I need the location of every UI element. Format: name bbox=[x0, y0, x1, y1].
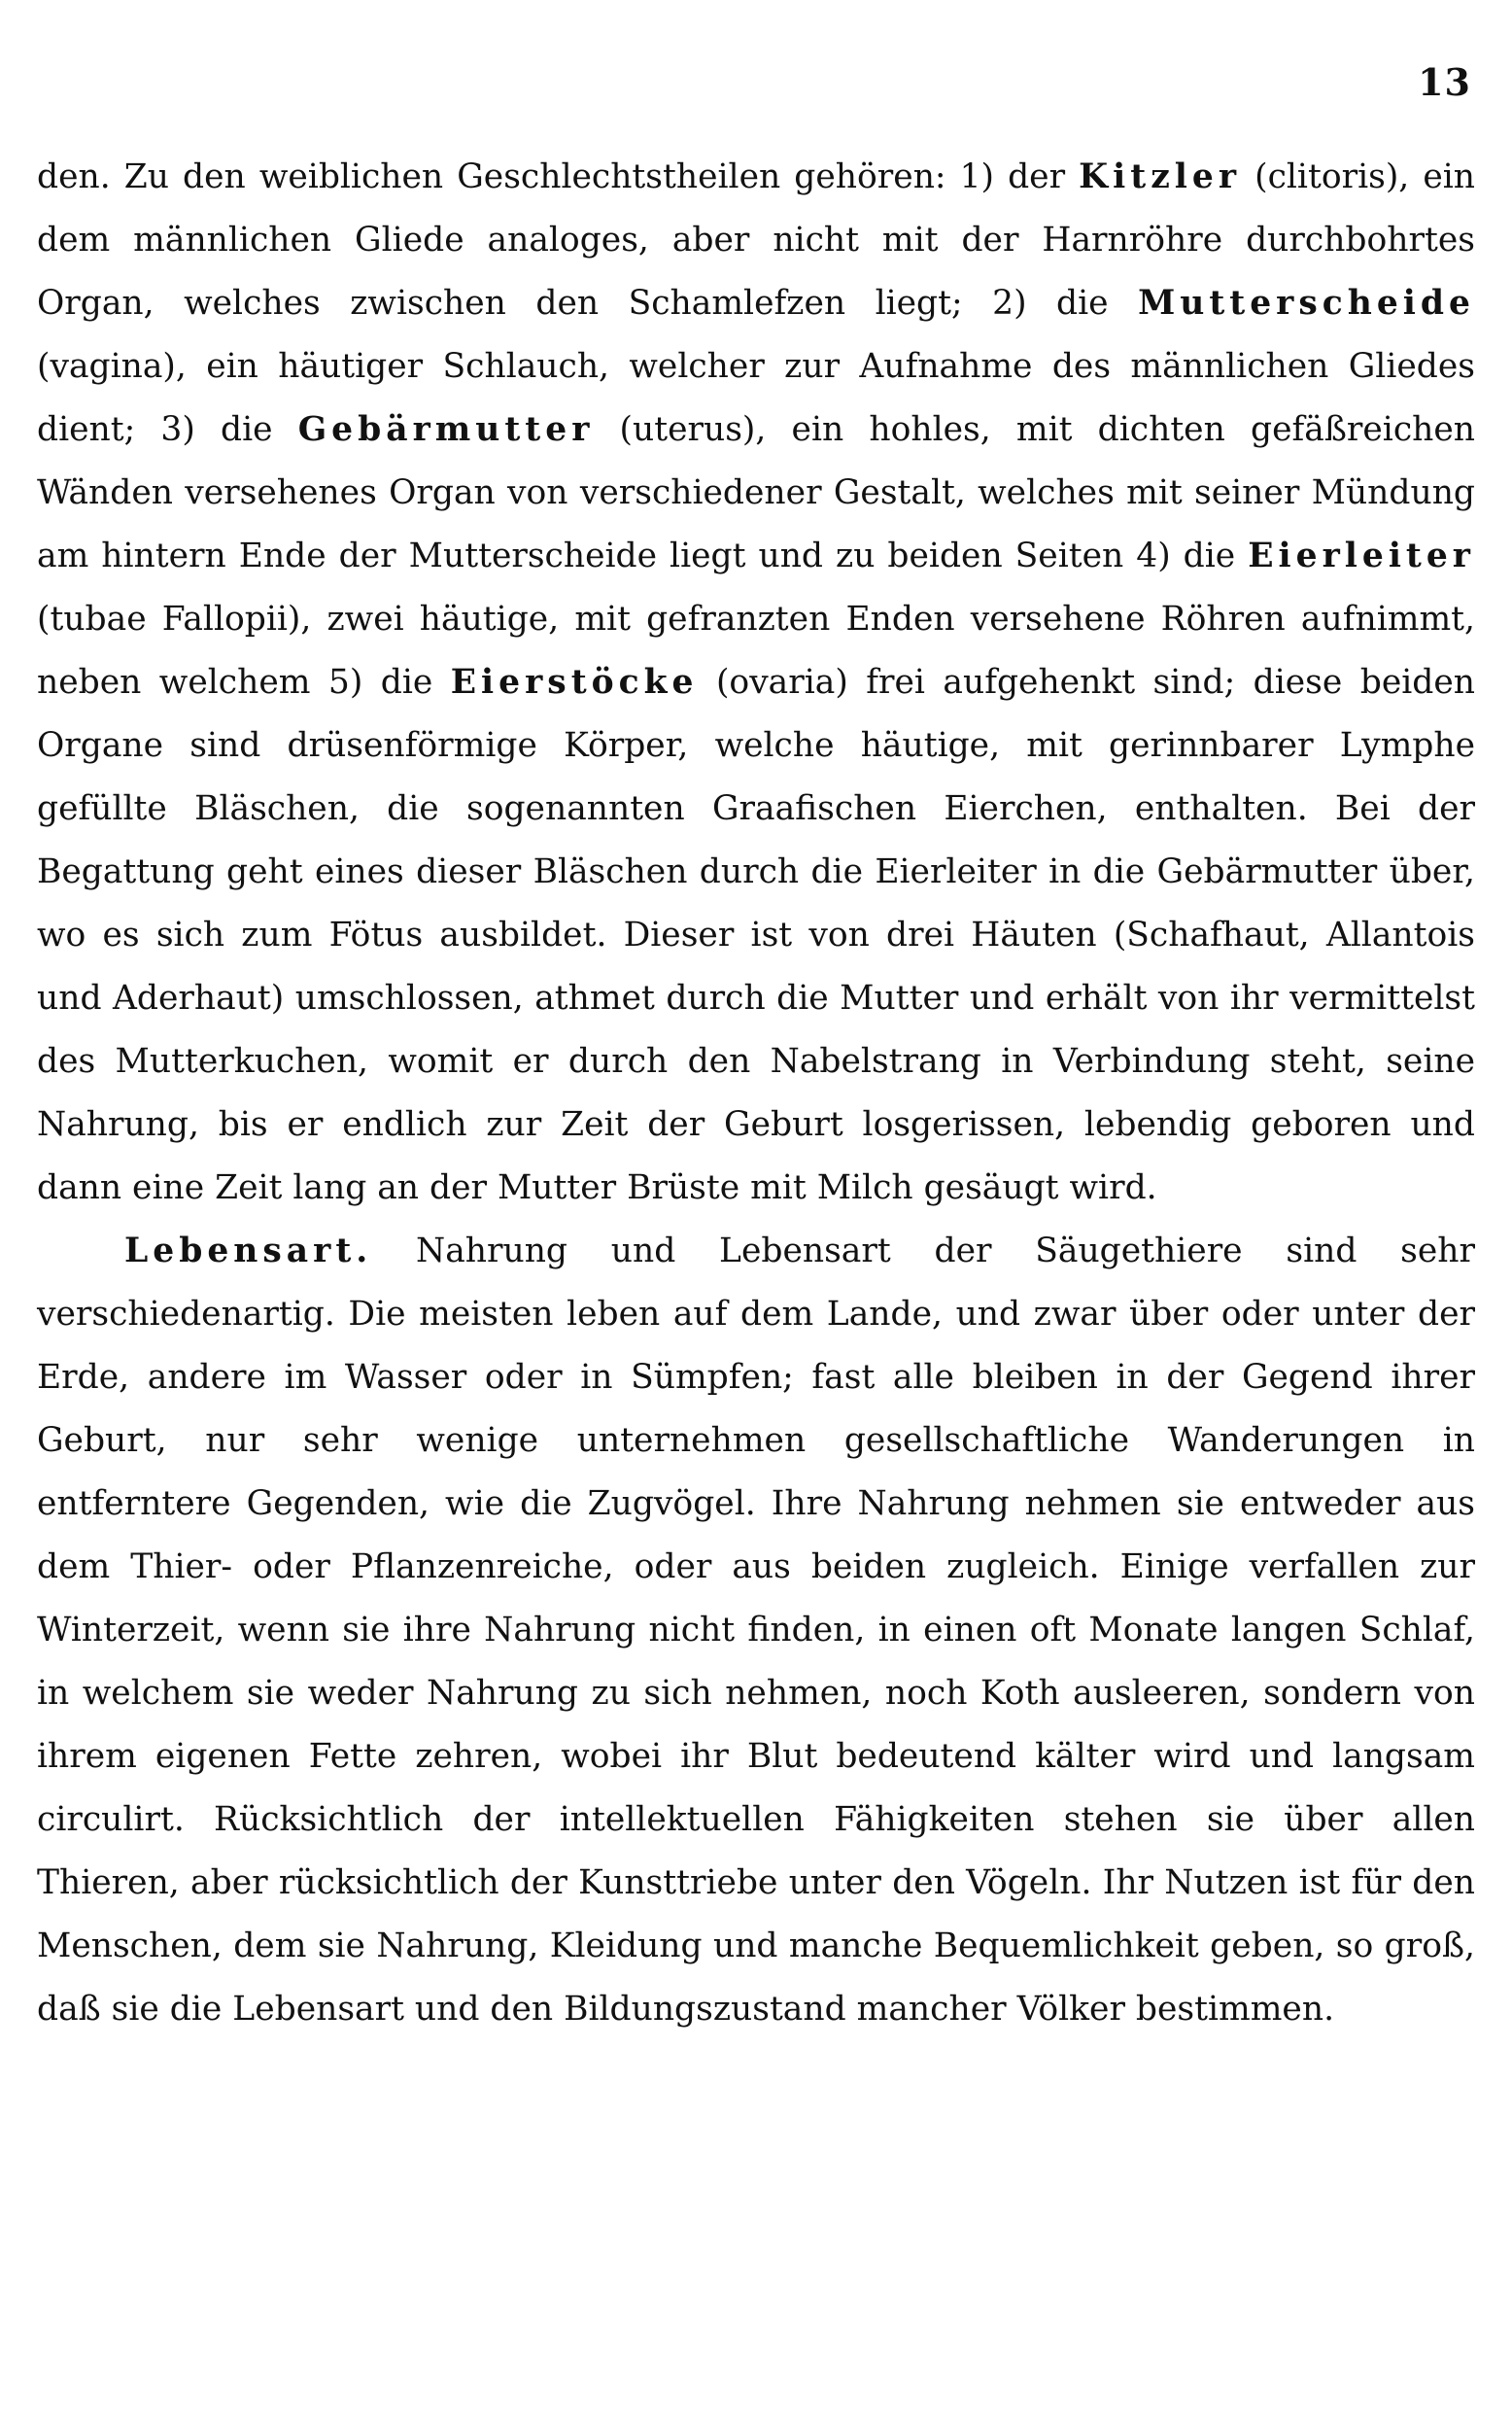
text-segment: (clitoris), ein dem männlichen Gliede analoges, aber nicht mit der Harnröhre durchbohrtes Organ, welches zwischen den Schamlefzen liegt; 2) die bbox=[37, 157, 1475, 323]
paragraph-lebensart bbox=[37, 1220, 1475, 2041]
term-gebaermutter: Gebärmutter bbox=[297, 410, 595, 449]
text-segment: Nahrung und Lebensart der Säugethiere sind sehr verschiedenartig. Die meisten leben auf dem Lande, und zwar über oder unter der Erde, andere im Wasser oder in Sümpfen; fast alle bleiben in der Gegend ihrer Geburt, nur sehr wenige unternehmen gesellschaftliche Wanderungen in entferntere Gegenden, wie die Zugvögel. Ihre Nahrung nehmen sie entweder aus dem Thier- oder Pflanzenreiche, oder aus beiden zugleich. Einige verfallen zur Winterzeit, wenn sie ihre Nahrung nicht finden, in einen oft Monate langen Schlaf, in welchem sie weder Nahrung zu sich nehmen, noch Koth ausleeren, sondern von ihrem eigenen Fette zehren, wobei ihr Blut bedeutend kälter wird und langsam circulirt. Rücksichtlich der intellektuellen Fähigkeiten stehen sie über allen Thieren, aber rücksichtlich der Kunsttriebe unter den Vögeln. Ihr Nutzen ist für den Menschen, dem sie Nahrung, Kleidung und manche Bequemlichkeit geben, so groß, daß sie die Lebensart und den Bildungszustand mancher Völker bestimmen. bbox=[37, 1232, 1475, 2029]
text-segment: (uterus), ein hohles, mit dichten gefäßreichen Wänden versehenes Organ von verschiedener Gestalt, welches mit seiner Mündung am hintern Ende der Mutterscheide liegt und zu beiden Seiten 4) die bbox=[37, 410, 1475, 575]
text-segment: den. Zu den weiblichen Geschlechtstheilen gehören: 1) der bbox=[37, 157, 1080, 196]
paragraph-anatomy bbox=[37, 146, 1475, 1220]
section-heading-lebensart: Lebensart. bbox=[124, 1232, 373, 1270]
text-segment: (tubae Fallopii), zwei häutige, mit gefranzten Enden versehene Röhren aufnimmt, neben welchem 5) die bbox=[37, 600, 1475, 702]
term-kitzler: Kitzler bbox=[1079, 157, 1242, 196]
page-number: 13 bbox=[1418, 60, 1471, 104]
term-eierstoecke: Eierstöcke bbox=[450, 663, 699, 702]
text-segment: (ovaria) frei aufgehenkt sind; diese beiden Organe sind drüsenförmige Körper, welche häutige, mit gerinnbarer Lymphe gefüllte Bläschen, die sogenannten Graafischen Eierchen, enthalten. Bei der Begattung geht eines dieser Bläschen durch die Eierleiter in die Gebärmutter über, wo es sich zum Fötus ausbildet. Dieser ist von drei Häuten (Schafhaut, Allantois und Aderhaut) umschlossen, athmet durch die Mutter und erhält von ihr vermittelst des Mutterkuchen, womit er durch den Nabelstrang in Verbindung steht, seine Nahrung, bis er endlich zur Zeit der Geburt losgerissen, lebendig geboren und dann eine Zeit lang an der Mutter Brüste mit Milch gesäugt wird. bbox=[37, 663, 1476, 1207]
body-text bbox=[37, 146, 1475, 2041]
term-mutterscheide: Mutterscheide bbox=[1138, 284, 1475, 323]
term-eierleiter: Eierleiter bbox=[1248, 537, 1475, 575]
text-segment: (vagina), ein häutiger Schlauch, welcher zur Aufnahme des männlichen Gliedes dient; 3) die bbox=[37, 347, 1475, 449]
